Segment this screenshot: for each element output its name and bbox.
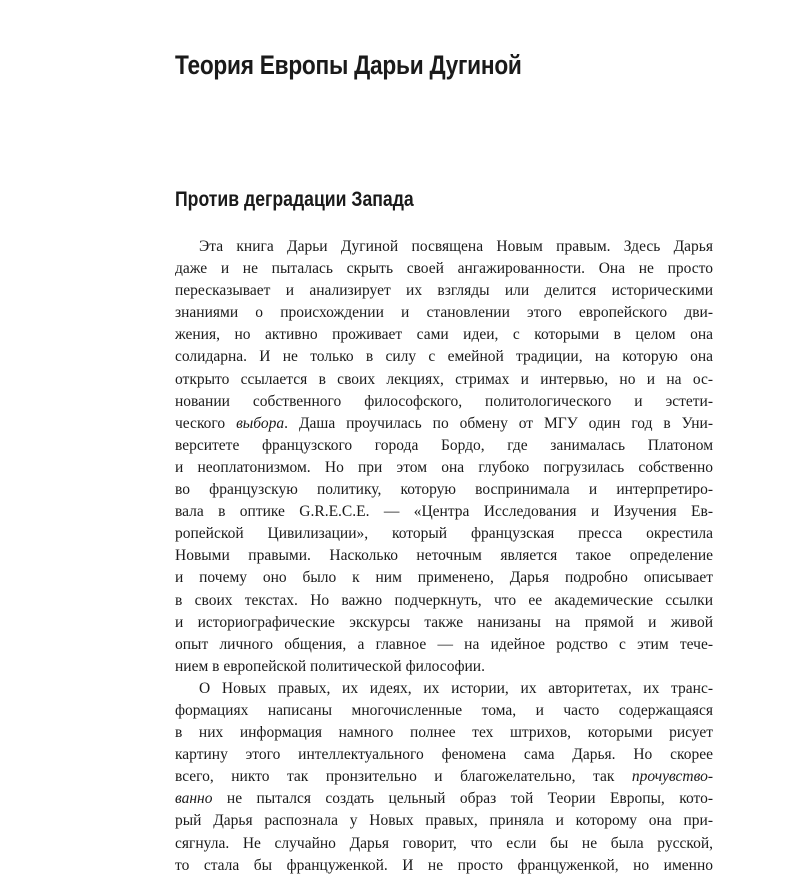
paragraph xyxy=(175,678,713,877)
text-line: знаниями о происхождении и становлении этого европейского дви- xyxy=(175,304,713,322)
text-line: новании собственного философского, политологического и эстети- xyxy=(175,392,713,410)
text-line: Эта книга Дарьи Дугиной посвящена Новым правым. Здесь Дарья xyxy=(199,238,713,255)
text-line: открыто ссылается в своих лекциях, стримах и интервью, но и на ос- xyxy=(175,370,713,388)
text-line: солидарна. И не только в силу с емейной традиции, на которую она xyxy=(175,348,713,366)
text-segment: ческого xyxy=(175,414,237,432)
text-line xyxy=(175,788,713,810)
chapter-title: Теория Европы Дарьи Дугиной xyxy=(175,50,522,80)
text-line: то стала бы француженкой. И не просто француженкой, но именно xyxy=(175,856,713,874)
text-line: рый Дарья распознала у Новых правых, приняла и которому она при- xyxy=(175,812,713,830)
text-line: вала в оптике G.R.E.C.E. — «Центра Исследования и Изучения Ев- xyxy=(175,503,713,521)
text-line xyxy=(175,413,713,435)
text-segment: . Даша проучилась по обмену от МГУ один год в Уни- xyxy=(284,414,713,432)
text-line: О Новых правых, их идеях, их истории, их авторитетах, их транс- xyxy=(199,679,713,697)
body-text xyxy=(175,236,713,877)
text-line: опыт личного общения, а главное — на идейное родство с этим тече- xyxy=(175,635,713,653)
text-line: верситете французского города Бордо, где занималась Платоном xyxy=(175,436,713,454)
italic-emphasis: прочувство- xyxy=(631,768,713,786)
text-line: в них информация намного полнее тех штрихов, которыми рисует xyxy=(175,724,713,742)
text-line: нием в европейской политической философии. xyxy=(175,657,485,675)
text-segment: всего, никто так пронзительно и благожелательно, так xyxy=(175,768,632,786)
text-line: пересказывает и анализирует их взгляды или делится историческими xyxy=(175,282,713,300)
section-title: Против деградации Запада xyxy=(175,188,414,211)
text-line: картину этого интеллектуального феномена сама Дарья. Но скорее xyxy=(175,746,713,764)
text-line: и почему оно было к ним применено, Дарья подробно описывает xyxy=(175,569,713,587)
italic-emphasis: ванно xyxy=(175,790,213,808)
text-line: и неоплатонизмом. Но при этом она глубоко погрузилась собственно xyxy=(175,458,713,476)
text-line: во французскую политику, которую воспринимала и интерпретиро- xyxy=(175,481,713,499)
italic-emphasis: выбора xyxy=(236,414,285,432)
text-line: и историографические экскурсы также нанизаны на прямой и живой xyxy=(175,613,713,631)
text-line: жения, но активно проживает сами идеи, с которыми в целом она xyxy=(175,326,713,344)
text-line: в своих текстах. Но важно подчеркнуть, что ее академические ссылки xyxy=(175,591,713,609)
text-segment: не пытался создать цельный образ той Теории Европы, кото- xyxy=(212,790,713,808)
text-line: даже и не пыталась скрыть своей ангажированности. Она не просто xyxy=(175,260,713,278)
text-line: сягнула. Не случайно Дарья говорит, что если бы не была русской, xyxy=(175,834,713,852)
text-line: формациях написаны многочисленные тома, и часто содержащаяся xyxy=(175,701,713,719)
text-line: ропейской Цивилизации», который французская пресса окрестила xyxy=(175,525,713,543)
paragraph xyxy=(175,236,713,678)
text-line: Новыми правыми. Насколько неточным является такое определение xyxy=(175,547,713,565)
text-line xyxy=(175,766,713,788)
